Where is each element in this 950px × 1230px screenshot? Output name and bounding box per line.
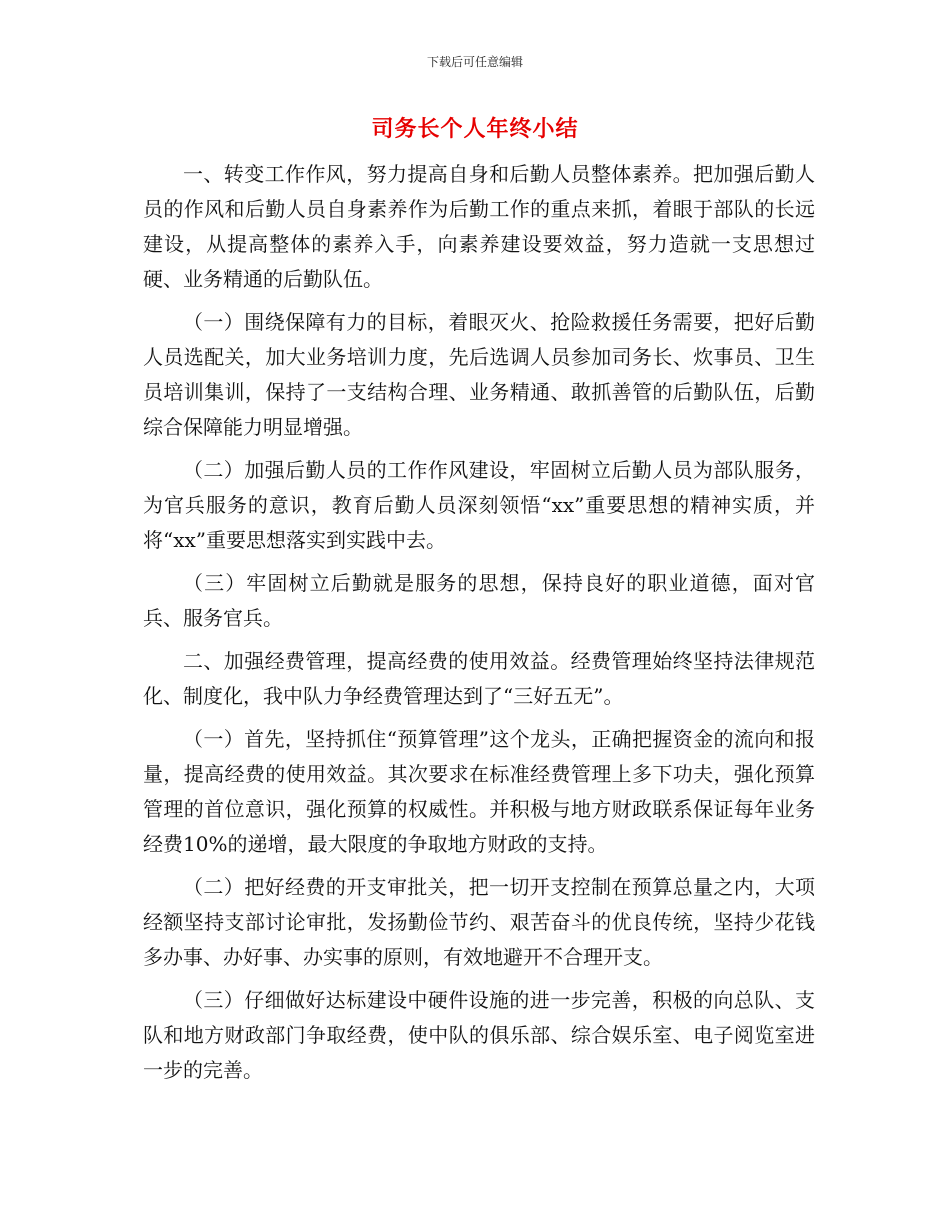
paragraph: （一）首先，坚持抓住“预算管理”这个龙头，正确把握资金的流向和报量，提高经费的使用效益。其次要求在标准经费管理上多下功夫，强化预算管理的首位意识，强化预算的权威性。并积极与地方财政联系保证每年业务经费10%的递增，最大限度的争取地方财政的支持。 — [143, 727, 815, 856]
paragraph: （二）把好经费的开支审批关，把一切开支控制在预算总量之内，大项经额坚持支部讨论审批，发扬勤俭节约、艰苦奋斗的优良传统，坚持少花钱多办事、办好事、办实事的原则，有效地避开不合理开支。 — [143, 875, 815, 969]
paragraph: 一、转变工作作风，努力提高自身和后勤人员整体素养。把加强后勤人员的作风和后勤人员自身素养作为后勤工作的重点来抓，着眼于部队的长远建设，从提高整体的素养入手，向素养建设要效益，努力造就一支思想过硬、业务精通的后勤队伍。 — [143, 162, 815, 291]
paragraph: 二、加强经费管理，提高经费的使用效益。经费管理始终坚持法律规范化、制度化，我中队力争经费管理达到了“三好五无”。 — [143, 649, 815, 708]
paragraph: （三）仔细做好达标建设中硬件设施的进一步完善，积极的向总队、支队和地方财政部门争取经费，使中队的俱乐部、综合娱乐室、电子阅览室进一步的完善。 — [143, 988, 815, 1082]
paragraph: （一）围绕保障有力的目标，着眼灭火、抢险救援任务需要，把好后勤人员选配关，加大业务培训力度，先后选调人员参加司务长、炊事员、卫生员培训集训，保持了一支结构合理、业务精通、敢抓善管的后勤队伍，后勤综合保障能力明显增强。 — [143, 310, 815, 439]
paragraph: （二）加强后勤人员的工作作风建设，牢固树立后勤人员为部队服务，为官兵服务的意识，教育后勤人员深刻领悟“xx”重要思想的精神实质，并将“xx”重要思想落实到实践中去。 — [143, 458, 815, 552]
header-note: 下载后可任意编辑 — [426, 55, 523, 69]
document-title: 司务长个人年终小结 — [371, 117, 579, 142]
paragraph: （三）牢固树立后勤就是服务的思想，保持良好的职业道德，面对官兵、服务官兵。 — [143, 571, 815, 630]
document-body — [143, 157, 815, 1088]
